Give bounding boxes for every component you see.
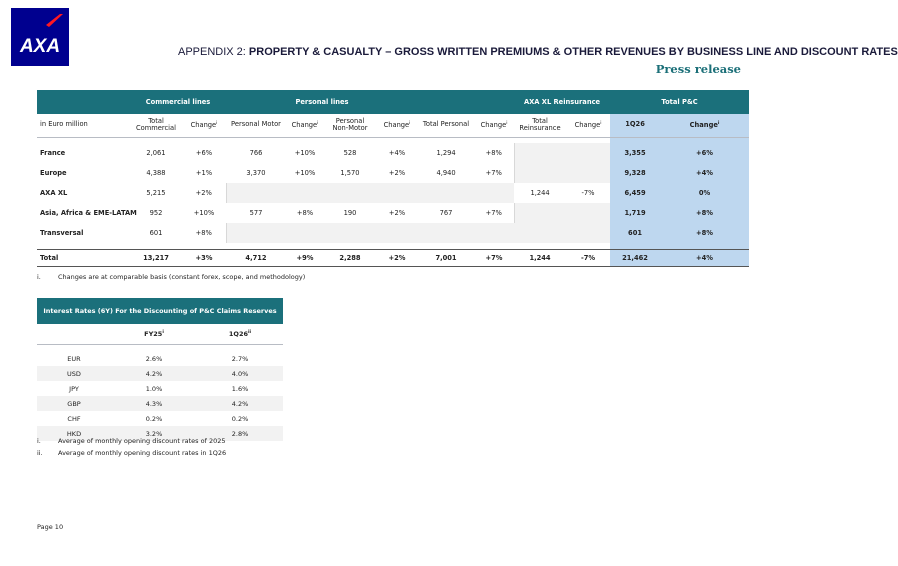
rates-title: Interest Rates (6Y) For the Discounting of P&C Claims Reserves: [37, 298, 283, 324]
cell: 577: [249, 209, 263, 217]
row-label: AXA XL: [40, 189, 68, 197]
cell-total-change: +4%: [660, 163, 749, 183]
rate-fy25: 2.6%: [145, 354, 163, 363]
cell: +8%: [195, 229, 212, 237]
rate-fy25: 0.2%: [145, 414, 163, 423]
cell: -7%: [566, 249, 610, 266]
table-row: [37, 366, 283, 381]
empty-cell: [514, 203, 610, 223]
col-total-reinsurance: Total Reinsurance: [514, 114, 566, 137]
rate-1q26: 0.2%: [231, 414, 249, 423]
cell: 2,061: [146, 149, 166, 157]
empty-cell: [514, 163, 610, 183]
col-change: Change$^i$: [376, 114, 418, 137]
empty-cell: [226, 223, 610, 243]
group-blank: [37, 90, 130, 114]
table-row: [37, 411, 283, 426]
axa-logo-icon: [11, 8, 69, 66]
col-total-personal: Total Personal: [418, 114, 474, 137]
cell: 2,288: [324, 249, 376, 266]
discount-rates-table: [37, 298, 283, 441]
cell: 1,570: [340, 169, 360, 177]
cell: 5,215: [146, 189, 166, 197]
cell-total-change: +8%: [660, 203, 749, 223]
row-label: France: [40, 149, 66, 157]
rate-1q26: 2.8%: [197, 426, 283, 441]
currency: CHF: [67, 414, 81, 423]
cell: 1,244: [514, 249, 566, 266]
group-header-row: [37, 90, 749, 114]
table-row: [37, 223, 749, 243]
empty-cell: [226, 183, 514, 203]
rates-header-row: [37, 324, 283, 344]
table-row: [37, 203, 749, 223]
cell: +6%: [195, 149, 213, 157]
currency: EUR: [67, 354, 81, 363]
row-label: Transversal: [40, 229, 84, 237]
rate-fy25: 4.2%: [111, 366, 197, 381]
rates-title-row: [37, 298, 283, 324]
table-row: [37, 396, 283, 411]
table-row: [37, 143, 749, 163]
cell-total: 1,719: [610, 203, 660, 223]
cell: +8%: [485, 149, 502, 157]
cell: +7%: [485, 209, 502, 217]
cell-total: 3,355: [610, 143, 660, 163]
cell: 13,217: [130, 249, 182, 266]
empty-cell: [514, 143, 610, 163]
cell: 1,244: [530, 189, 550, 197]
table-row: [37, 381, 283, 396]
currency: JPY: [69, 384, 79, 393]
cell: +1%: [195, 169, 213, 177]
rate-1q26: 4.0%: [197, 366, 283, 381]
cell: 4,712: [226, 249, 286, 266]
col-personal-non-motor: Personal Non-Motor: [324, 114, 376, 137]
col-change: Change$^i$: [286, 114, 324, 137]
table-row: [37, 351, 283, 366]
rate-1q26: 1.6%: [231, 384, 249, 393]
cell-total: 6,459: [610, 183, 660, 203]
col-fy25: FY25$^i$: [111, 324, 197, 344]
page-title: APPENDIX 2: PROPERTY & CASUALTY – GROSS WRITTEN PREMIUMS & OTHER REVENUES BY BUSINESS LINE AND DISCOUNT RATES: [178, 46, 898, 58]
rate-1q26: 4.2%: [197, 396, 283, 411]
row-label: Europe: [40, 169, 67, 177]
col-unit: in Euro million: [37, 114, 130, 137]
cell: +4%: [388, 149, 406, 157]
table-row: [37, 183, 749, 203]
rate-fy25: 3.2%: [111, 426, 197, 441]
group-personal: Personal lines: [226, 90, 418, 114]
currency: GBP: [37, 396, 111, 411]
cell: 190: [343, 209, 357, 217]
cell: +3%: [182, 249, 226, 266]
cell-total-change: +4%: [660, 249, 749, 266]
cell: 766: [249, 149, 263, 157]
cell: 4,388: [146, 169, 166, 177]
cell: +2%: [388, 209, 406, 217]
cell: +2%: [195, 189, 212, 197]
cell: 601: [149, 229, 163, 237]
cell: +2%: [388, 169, 406, 177]
rate-fy25: 4.3%: [111, 396, 197, 411]
cell-total: 601: [610, 223, 660, 243]
footnote: ii. Average of monthly opening discount rates in 1Q26: [37, 449, 227, 457]
gwp-table: [37, 90, 749, 267]
cell: 528: [343, 149, 357, 157]
cell: +9%: [286, 249, 324, 266]
cell: 952: [149, 209, 163, 217]
logo-wordmark: AXA: [19, 36, 61, 57]
cell-total: 21,462: [610, 249, 660, 266]
cell: 1,294: [436, 149, 456, 157]
group-commercial: Commercial lines: [130, 90, 226, 114]
col-personal-motor: Personal Motor: [226, 114, 286, 137]
col-change: Change$^i$: [182, 114, 226, 137]
col-1q26: 1Q26$^{ii}$: [197, 324, 283, 344]
col-currency: [37, 324, 111, 344]
cell: +10%: [193, 209, 215, 217]
spacer-row: [37, 344, 283, 351]
cell: 3,370: [246, 169, 266, 177]
group-total: Total P&C: [610, 90, 749, 114]
total-row: [37, 249, 749, 266]
cell: +10%: [294, 149, 316, 157]
cell-total-change: +8%: [660, 223, 749, 243]
cell: +7%: [474, 249, 514, 266]
cell: 767: [439, 209, 453, 217]
table-row: [37, 163, 749, 183]
axa-logo: [11, 8, 69, 66]
cell-total: 9,328: [610, 163, 660, 183]
page-number: Page 10: [37, 523, 64, 531]
col-period: 1Q26: [610, 114, 660, 137]
rate-1q26: 2.7%: [231, 354, 249, 363]
footnote: i. Average of monthly opening discount rates of 2025: [37, 437, 226, 445]
group-blank-2: [418, 90, 514, 114]
row-label: Total: [37, 249, 130, 266]
cell: -7%: [581, 189, 595, 197]
cell: +8%: [296, 209, 314, 217]
row-label: Asia, Africa & EME-LATAM: [40, 209, 137, 217]
currency: HKD: [37, 426, 111, 441]
col-change: Change$^i$: [474, 114, 514, 137]
col-total-commercial: Total Commercial: [130, 114, 182, 137]
cell: +7%: [485, 169, 502, 177]
col-change-total: Change$^i$: [660, 114, 749, 137]
cell: +10%: [294, 169, 316, 177]
press-release-label: Press release: [655, 62, 741, 76]
cell-total-change: 0%: [660, 183, 749, 203]
footnote: i. Changes are at comparable basis (constant forex, scope, and methodology): [37, 273, 306, 281]
currency: USD: [37, 366, 111, 381]
column-header-row: [37, 114, 749, 137]
cell-total-change: +6%: [660, 143, 749, 163]
group-reinsurance: AXA XL Reinsurance: [514, 90, 610, 114]
cell: +2%: [376, 249, 418, 266]
cell: 7,001: [418, 249, 474, 266]
col-change: Change$^i$: [566, 114, 610, 137]
rate-fy25: 1.0%: [145, 384, 163, 393]
cell: 4,940: [436, 169, 456, 177]
